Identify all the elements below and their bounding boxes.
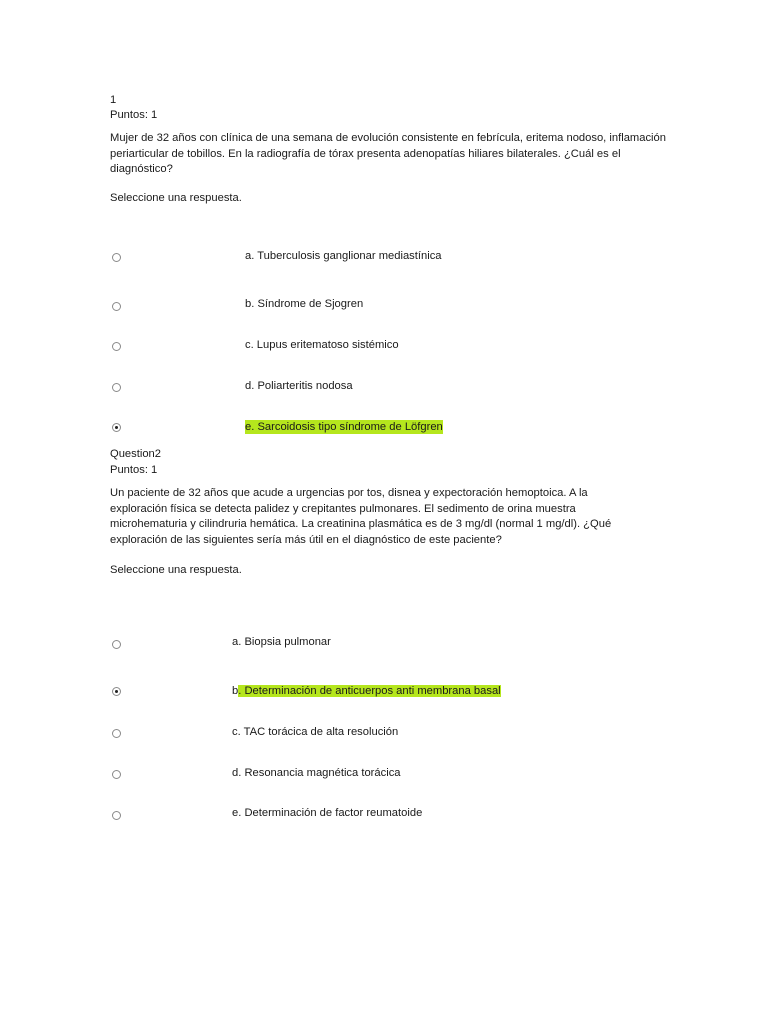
- question-2-text: Un paciente de 32 años que acude a urgencias por tos, disnea y expectoración hemoptoica. A la exploración física se detecta palidez y crepitantes pulmonares. El sedimento de orina muestra microhematuria y cilindruria hemática. La creatinina plasmática es de 3 mg/dl (normal 1 mg/dl). ¿Qué exploración de las siguientes sería más útil en el diagnóstico de este paciente?: [110, 487, 612, 546]
- radio-button[interactable]: [112, 342, 121, 351]
- option-label-selected: e. Sarcoidosis tipo síndrome de Löfgren: [245, 421, 443, 433]
- radio-button[interactable]: [112, 770, 121, 779]
- radio-button[interactable]: [112, 253, 121, 262]
- question-1-number: 1: [110, 94, 117, 106]
- radio-button-selected[interactable]: [112, 687, 121, 696]
- question-2-prompt: Seleccione una respuesta.: [110, 564, 242, 576]
- option-label: e. Determinación de factor reumatoide: [232, 807, 423, 819]
- option-letter: b: [232, 685, 239, 697]
- radio-button[interactable]: [112, 302, 121, 311]
- question-1-prompt: Seleccione una respuesta.: [110, 192, 242, 204]
- radio-button[interactable]: [112, 383, 121, 392]
- option-label: c. TAC torácica de alta resolución: [232, 726, 399, 738]
- radio-button-selected[interactable]: [112, 423, 121, 432]
- option-text-highlighted: . Determinación de anticuerpos anti membrana basal: [238, 685, 501, 697]
- option-label: a. Tuberculosis ganglionar mediastínica: [245, 250, 442, 262]
- radio-button[interactable]: [112, 729, 121, 738]
- question-1-text: Mujer de 32 años con clínica de una semana de evolución consistente en febrícula, eritema nodoso, inflamación periarticular de tobillos. En la radiografía de tórax presenta adenopatías hiliares bilaterales. ¿Cuál es el diagnóstico?: [110, 132, 666, 175]
- option-label: b. Síndrome de Sjogren: [245, 298, 364, 310]
- option-label: d. Poliarteritis nodosa: [245, 380, 353, 392]
- option-label: d. Resonancia magnética torácica: [232, 767, 401, 779]
- option-label: c. Lupus eritematoso sistémico: [245, 339, 399, 351]
- radio-button[interactable]: [112, 811, 121, 820]
- question-1-points: Puntos: 1: [110, 109, 158, 121]
- question-2-number: Question2: [110, 448, 161, 460]
- option-label: a. Biopsia pulmonar: [232, 636, 331, 648]
- radio-button[interactable]: [112, 640, 121, 649]
- question-2-points: Puntos: 1: [110, 464, 158, 476]
- option-label-selected: [232, 684, 501, 698]
